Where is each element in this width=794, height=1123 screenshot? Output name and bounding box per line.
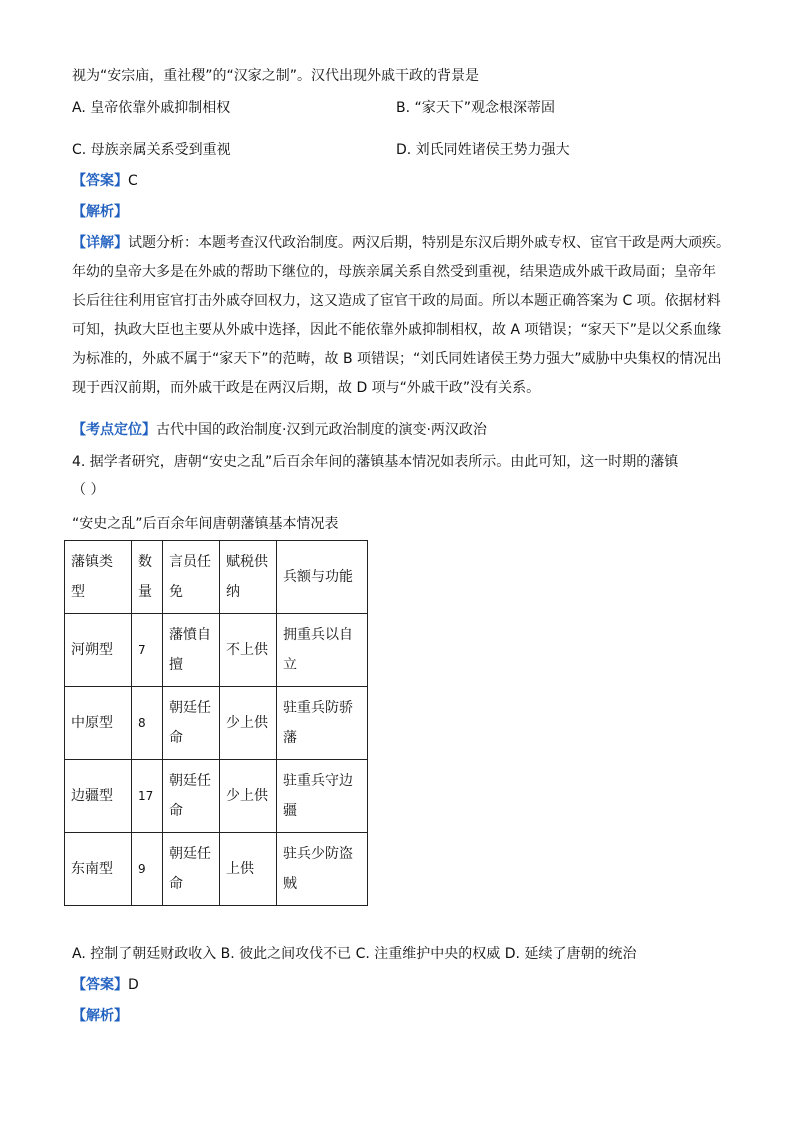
detail-line-4: 可知，执政大臣也主要从外戚中选择，因此不能依靠外戚抑制相权，故 A 项错误；“家天下”是以父系血缘 — [72, 322, 721, 338]
cell-appoint: 朝廷任命 — [163, 833, 220, 906]
cell-count: 17 — [132, 760, 163, 833]
q4-stem-line1: 4. 据学者研究，唐朝“安史之乱”后百余年间的藩镇基本情况如表所示。由此可知，这一时期的藩镇 — [72, 454, 679, 470]
q4-analysis-tag — [72, 1006, 128, 1026]
answer-tag: 【答案】 — [72, 977, 128, 993]
detail-line-1: 【详解】试题分析：本题考查汉代政治制度。两汉后期，特别是东汉后期外戚专权、宦官干政是两大顽疾。 — [72, 235, 730, 251]
q4-options: A. 控制了朝廷财政收入 B. 彼此之间攻伐不已 C. 注重维护中央的权威 D. 延续了唐朝的统治 — [72, 946, 637, 962]
q4-stem-line2: （ ） — [72, 482, 105, 498]
detail-line-3: 长后往往利用宦官打击外戚夺回权力，这又造成了宦官干政的局面。所以本题正确答案为 C 项。依据材料 — [72, 293, 721, 309]
cell-troops: 驻重兵防骄藩 — [277, 687, 368, 760]
q3-option-c: C. 母族亲属关系受到重视 — [72, 142, 231, 158]
answer-tag: 【答案】 — [72, 173, 128, 189]
cell-troops: 拥重兵以自立 — [277, 614, 368, 687]
cell-tax: 少上供 — [220, 687, 277, 760]
detail-line-2: 年幼的皇帝大多是在外戚的帮助下继位的，母族亲属关系自然受到重视，结果造成外戚干政局面；皇帝年 — [72, 264, 716, 280]
answer-value: C — [128, 173, 138, 189]
analysis-tag: 【解析】 — [72, 1008, 128, 1024]
q4-table-caption: “安史之乱”后百余年间唐朝藩镇基本情况表 — [72, 516, 339, 532]
cell-troops: 驻重兵守边疆 — [277, 760, 368, 833]
th-appoint: 言员任免 — [163, 541, 220, 614]
kaodian-tag: 【考点定位】 — [72, 422, 156, 438]
table-row — [65, 760, 368, 833]
kaodian-text: 古代中国的政治制度·汉到元政治制度的演变·两汉政治 — [156, 422, 487, 438]
cell-count: 7 — [132, 614, 163, 687]
cell-count: 9 — [132, 833, 163, 906]
table-header-row — [65, 541, 368, 614]
q3-answer — [72, 171, 138, 191]
cell-type: 河朔型 — [65, 614, 132, 687]
q4-answer — [72, 975, 139, 995]
cell-tax: 上供 — [220, 833, 277, 906]
cell-appoint: 朝廷任命 — [163, 760, 220, 833]
th-tax: 赋税供纳 — [220, 541, 277, 614]
cell-appoint: 藩憤自擅 — [163, 614, 220, 687]
cell-type: 边疆型 — [65, 760, 132, 833]
cell-appoint: 朝廷任命 — [163, 687, 220, 760]
q3-option-a: A. 皇帝依靠外戚抑制相权 — [72, 100, 231, 116]
analysis-tag: 【解析】 — [72, 204, 128, 220]
q3-option-d: D. 刘氏同姓诸侯王势力强大 — [396, 142, 570, 158]
detail-line-5: 为标准的，外戚不属于“家天下”的范畴，故 B 项错误；“刘氏同姓诸侯王势力强大”威胁中央集权的情况出 — [72, 351, 722, 367]
q3-option-b: B. “家天下”观念根深蒂固 — [396, 100, 556, 116]
q4-table — [64, 540, 368, 906]
th-type: 藩镇类型 — [65, 541, 132, 614]
q3-detail-paragraph — [72, 229, 732, 403]
q3-analysis-tag — [72, 202, 128, 222]
table-row — [65, 687, 368, 760]
cell-tax: 少上供 — [220, 760, 277, 833]
cell-tax: 不上供 — [220, 614, 277, 687]
cell-type: 中原型 — [65, 687, 132, 760]
table-row — [65, 833, 368, 906]
table-row — [65, 614, 368, 687]
cell-troops: 驻兵少防盗贼 — [277, 833, 368, 906]
q3-stem-tail: 视为“安宗庙，重社稷”的“汉家之制”。汉代出现外戚干政的背景是 — [72, 68, 480, 84]
detail-tag: 【详解】 — [72, 235, 128, 251]
cell-type: 东南型 — [65, 833, 132, 906]
cell-count: 8 — [132, 687, 163, 760]
answer-value: D — [128, 977, 139, 993]
th-troops: 兵额与功能 — [277, 541, 368, 614]
detail-line-6: 现于西汉前期，而外戚干政是在两汉后期，故 D 项与“外戚干政”没有关系。 — [72, 380, 541, 396]
th-count: 数量 — [132, 541, 163, 614]
q3-kaodian — [72, 420, 487, 440]
